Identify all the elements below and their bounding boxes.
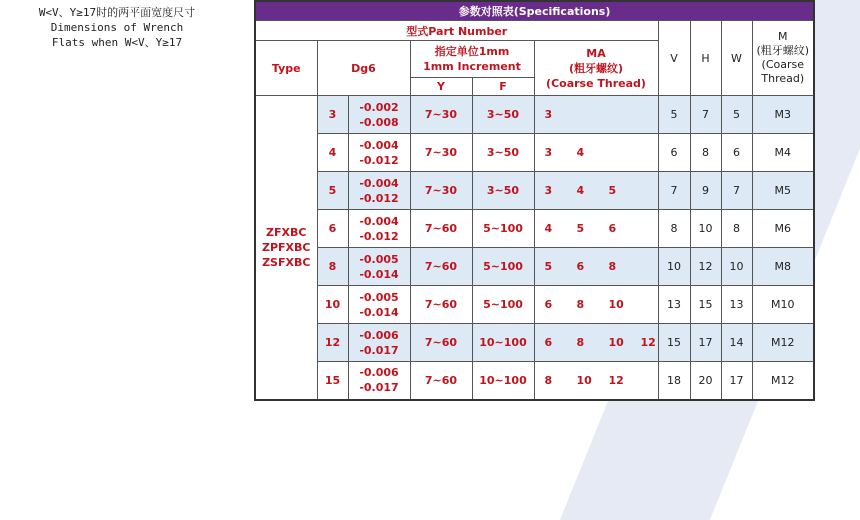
y-range: 7~60 [410, 362, 472, 400]
y-range: 7~60 [410, 286, 472, 324]
table-row [255, 134, 814, 172]
tolerance-lower: -0.008 [359, 115, 399, 129]
table-title: 参数对照表(Specifications) [255, 1, 814, 21]
table-row [255, 324, 814, 362]
ma-values [534, 134, 658, 172]
table-row [255, 248, 814, 286]
header-m [752, 21, 814, 96]
v-value: 10 [658, 248, 690, 286]
ma-value: 5 [544, 260, 553, 273]
y-range: 7~60 [410, 324, 472, 362]
ma-value: 4 [576, 184, 585, 197]
tolerance-upper: -0.005 [359, 290, 399, 304]
header-h: H [690, 21, 721, 96]
ma-value: 8 [608, 260, 617, 273]
w-value: 8 [721, 210, 752, 248]
m-value: M12 [752, 324, 814, 362]
dg6-diameter: 8 [317, 248, 348, 286]
w-value: 13 [721, 286, 752, 324]
type-value: ZPFXBC [262, 240, 311, 254]
w-value: 17 [721, 362, 752, 400]
f-range: 5~100 [472, 210, 534, 248]
v-value: 6 [658, 134, 690, 172]
ma-values [534, 248, 658, 286]
ma-value: 4 [576, 146, 585, 159]
m-value: M4 [752, 134, 814, 172]
ma-value: 5 [608, 184, 617, 197]
h-value: 10 [690, 210, 721, 248]
part-number-header: 型式Part Number [255, 21, 658, 41]
header-v: V [658, 21, 690, 96]
ma-values [534, 286, 658, 324]
w-value: 5 [721, 96, 752, 134]
v-value: 13 [658, 286, 690, 324]
dg6-diameter: 15 [317, 362, 348, 400]
tolerance-lower: -0.017 [359, 343, 399, 357]
header-m-line-4: Thread) [761, 72, 805, 85]
dg6-tolerance [348, 362, 410, 400]
dg6-tolerance [348, 248, 410, 286]
ma-values [534, 362, 658, 400]
y-range: 7~30 [410, 96, 472, 134]
ma-value: 3 [544, 108, 553, 121]
h-value: 15 [690, 286, 721, 324]
v-value: 18 [658, 362, 690, 400]
ma-value: 12 [608, 373, 624, 387]
h-value: 9 [690, 172, 721, 210]
header-m-line-2: (粗牙螺纹) [756, 44, 810, 57]
m-value: M5 [752, 172, 814, 210]
side-note [22, 5, 212, 50]
header-ma-line-1: MA [586, 46, 606, 60]
ma-values [534, 324, 658, 362]
dg6-diameter: 6 [317, 210, 348, 248]
dg6-diameter: 10 [317, 286, 348, 324]
tolerance-lower: -0.012 [359, 229, 399, 243]
type-cell [255, 96, 317, 400]
v-value: 8 [658, 210, 690, 248]
tolerance-lower: -0.012 [359, 153, 399, 167]
header-increment-line-2: 1mm Increment [423, 60, 521, 73]
h-value: 20 [690, 362, 721, 400]
tolerance-upper: -0.004 [359, 176, 399, 190]
side-note-line-3: Flats when W<V、Y≥17 [51, 36, 183, 49]
ma-values [534, 210, 658, 248]
table-row [255, 96, 814, 134]
dg6-tolerance [348, 134, 410, 172]
f-range: 10~100 [472, 362, 534, 400]
tolerance-lower: -0.012 [359, 191, 399, 205]
side-note-line-2: Dimensions of Wrench [50, 21, 184, 34]
ma-value: 6 [608, 222, 617, 235]
header-ma [534, 41, 658, 96]
f-range: 3~50 [472, 134, 534, 172]
header-type: Type [255, 41, 317, 96]
ma-value: 10 [608, 298, 624, 311]
y-range: 7~30 [410, 172, 472, 210]
dg6-tolerance [348, 210, 410, 248]
ma-value: 5 [576, 222, 585, 235]
w-value: 7 [721, 172, 752, 210]
ma-value: 8 [544, 373, 553, 387]
ma-value: 6 [544, 298, 553, 311]
ma-value: 6 [544, 336, 553, 349]
tolerance-lower: -0.014 [359, 305, 399, 319]
y-range: 7~60 [410, 210, 472, 248]
type-value: ZSFXBC [262, 255, 311, 269]
w-value: 6 [721, 134, 752, 172]
v-value: 15 [658, 324, 690, 362]
tolerance-upper: -0.006 [359, 328, 399, 342]
header-w: W [721, 21, 752, 96]
h-value: 17 [690, 324, 721, 362]
header-increment [410, 41, 534, 78]
w-value: 10 [721, 248, 752, 286]
ma-value: 6 [576, 260, 585, 273]
dg6-tolerance [348, 172, 410, 210]
header-m-line-3: (Coarse [761, 58, 805, 71]
f-range: 10~100 [472, 324, 534, 362]
header-dg6: Dg6 [317, 41, 410, 96]
ma-values [534, 172, 658, 210]
m-value: M6 [752, 210, 814, 248]
table-row [255, 172, 814, 210]
f-range: 3~50 [472, 96, 534, 134]
header-m-line-1: M [778, 30, 788, 43]
table-row [255, 210, 814, 248]
y-range: 7~30 [410, 134, 472, 172]
specifications-table [254, 0, 815, 401]
dg6-tolerance [348, 96, 410, 134]
dg6-tolerance [348, 286, 410, 324]
ma-value: 3 [544, 184, 553, 197]
y-range: 7~60 [410, 248, 472, 286]
v-value: 5 [658, 96, 690, 134]
tolerance-upper: -0.005 [359, 252, 399, 266]
tolerance-upper: -0.004 [359, 214, 399, 228]
dg6-diameter: 12 [317, 324, 348, 362]
dg6-diameter: 3 [317, 96, 348, 134]
ma-values [534, 96, 658, 134]
tolerance-lower: -0.014 [359, 267, 399, 281]
f-range: 5~100 [472, 286, 534, 324]
ma-value: 10 [576, 373, 592, 387]
tolerance-upper: -0.006 [359, 366, 399, 380]
ma-value: 8 [576, 298, 585, 311]
f-range: 5~100 [472, 248, 534, 286]
ma-value: 10 [608, 336, 624, 349]
type-value: ZFXBC [266, 225, 307, 239]
f-range: 3~50 [472, 172, 534, 210]
h-value: 7 [690, 96, 721, 134]
dg6-diameter: 4 [317, 134, 348, 172]
w-value: 14 [721, 324, 752, 362]
h-value: 12 [690, 248, 721, 286]
header-ma-line-3: (Coarse Thread) [546, 76, 646, 90]
header-ma-line-2: (粗牙螺纹) [568, 61, 624, 75]
ma-value: 3 [544, 146, 553, 159]
m-value: M8 [752, 248, 814, 286]
side-note-line-1: W<V、Y≥17时的两平面宽度尺寸 [38, 6, 196, 19]
table-row [255, 286, 814, 324]
h-value: 8 [690, 134, 721, 172]
header-y: Y [410, 78, 472, 96]
header-f: F [472, 78, 534, 96]
table-row [255, 362, 814, 400]
dg6-diameter: 5 [317, 172, 348, 210]
tolerance-lower: -0.017 [359, 381, 399, 395]
ma-value: 4 [544, 222, 553, 235]
v-value: 7 [658, 172, 690, 210]
tolerance-upper: -0.004 [359, 138, 399, 152]
m-value: M12 [752, 362, 814, 400]
dg6-tolerance [348, 324, 410, 362]
m-value: M10 [752, 286, 814, 324]
tolerance-upper: -0.002 [359, 100, 399, 114]
header-increment-line-1: 指定单位1mm [434, 45, 510, 58]
ma-value: 8 [576, 336, 585, 349]
ma-value: 12 [640, 336, 656, 349]
m-value: M3 [752, 96, 814, 134]
